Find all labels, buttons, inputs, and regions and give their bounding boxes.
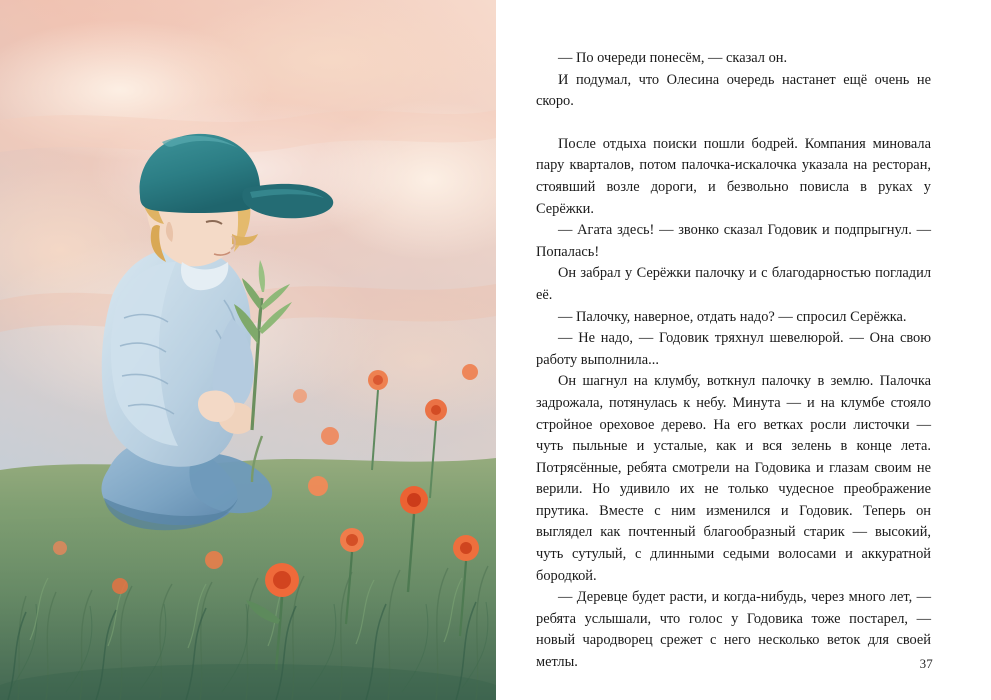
right-page-text <box>496 0 991 700</box>
paragraph: — По очереди понесём, — сказал он. <box>558 50 788 66</box>
paragraph: — Деревце будет расти, и когда-нибудь, через много лет, — ребята услышали, что голос у Годовика тоже постарел, — новый чародворец срежет с него несколько веток для своей метлы. <box>536 589 931 671</box>
paragraph: Он шагнул на клумбу, воткнул палочку в землю. Палочка задрожала, потянулась к небу. Минута — и на клумбе стояло стройное ореховое дерево. На его ветках росли листочки — чуть пыльные и усталые, как и вся зелень в конце лета. Потрясённые, ребята смотрели на Годовика и глазам своим не верили. Но удивило их не только чудесное преображение прутика. Вместе с ним изменился и Годовик. Теперь он выглядел как почтенный благообразный старик — высокий, чуть сутулый, с длинными седыми волосами и аккуратной бородкой. <box>536 373 931 584</box>
paragraph: После отдыха поиски пошли бодрей. Компания миновала пару кварталов, потом палочка-искалочка указала на ресторан, стоявший возле дороги, и безвольно повисла в руках у Серёжки. <box>536 135 931 217</box>
page-number: 37 <box>919 656 933 671</box>
paragraph: — Не надо, — Годовик тряхнул шевелюрой. — Она свою работу выполнила... <box>536 330 931 368</box>
paragraph: Он забрал у Серёжки палочку и с благодарностью погладил её. <box>536 265 931 303</box>
paragraph: — Палочку, наверное, отдать надо? — спросил Серёжка. <box>558 308 907 325</box>
body-text-column <box>536 48 931 674</box>
paragraph: И подумал, что Олесина очередь настанет ещё очень не скоро. <box>536 71 931 110</box>
paragraph: — Агата здесь! — звонко сказал Годовик и подпрыгнул. — Попалась! <box>536 222 931 260</box>
